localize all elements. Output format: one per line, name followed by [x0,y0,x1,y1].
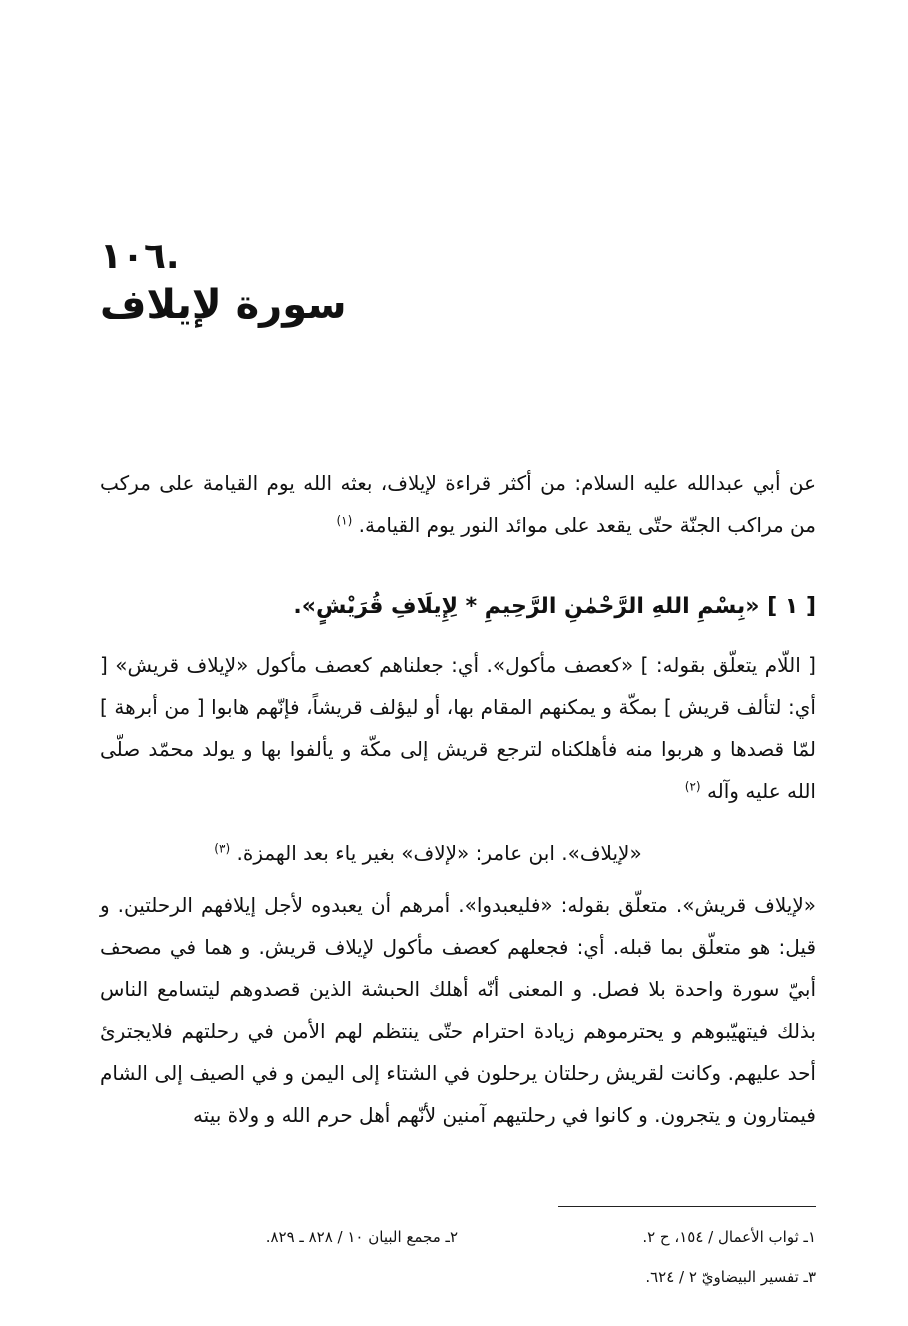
chapter-title: سورة لإيلاف [100,282,347,328]
footnote-ref-3: (٣) [214,841,231,856]
tafsir-2-text: «لإيلاف قريش». متعلّق بقوله: «فليعبدوا». أمرهم أن يعبدوه لأجل إيلافهم الرحلتين. و قيل: هو متعلّق بما قبله. أي: فجعلهم كعصف مأكول لإيلاف قريش. و هما في مصحف أبيّ سورة واحدة بلا فصل. و المعنى أنّه أهلك الحبشة الذين قصدوهم ليتسامع الناس بذلك فيتهيّبوهم و يحترموهم زيادة احترام حتّى ينتظم لهم الأمن في رحلتهم فلايجترئ أحد عليهم. وكانت لقريش رحلتان يرحلون في الشتاء إلى اليمن و في الصيف إلى الشام فيمتارون و يتجرون. و كانوا في رحلتيهم آمنين لأنّهم أهل حرم الله و ولاة بيته [100,893,816,1127]
footnote-divider [558,1206,816,1207]
hadith-text: عن أبي عبدالله عليه السلام: من أكثر قراءة لإيلاف، بعثه الله يوم القيامة على مركب من مراكب الجنّة حتّى يقعد على موائد النور يوم القيامة. [100,471,816,537]
tafsir-paragraph-2 [100,884,816,1136]
reading-variant [100,832,816,874]
footnote-ref-1: (١) [336,513,353,528]
chapter-number: .١٠٦ [100,236,180,277]
reading-text: «لإيلاف». ابن عامر: «لإلاف» بغير ياء بعد الهمزة. [236,841,642,865]
footnote-2: ٢ـ مجمع البيان ١٠ / ٨٢٨ ـ ٨٢٩. [265,1228,458,1246]
footnote-ref-2: (٢) [684,779,701,794]
verse-text: [ ١ ] «بِسْمِ اللهِ الرَّحْمٰنِ الرَّحِيمِ * لِإِيلَافِ قُرَيْشٍ». [293,594,816,619]
footnote-1: ١ـ ثواب الأعمال / ١٥٤، ح ٢. [642,1228,816,1246]
footnote-3: ٣ـ تفسير البيضاويّ ٢ / ٦٢٤. [645,1268,816,1286]
tafsir-paragraph-1 [100,644,816,812]
hadith-paragraph [100,462,816,546]
verse-heading [100,586,816,628]
tafsir-1-text: [ اللّام يتعلّق بقوله: ] «كعصف مأكول». أي: جعلناهم كعصف مأكول «لإيلاف قريش» [ أي: لتألف قريش ] بمكّة و يمكنهم المقام بها، أو ليؤلف قريشاً، فإنّهم هابوا [ من أبرهة ] لمّا قصدها و هربوا منه فأهلكناه لترجع قريش إلى مكّة و يألفوا بها و يولد محمّد صلّى الله عليه وآله [100,653,816,803]
